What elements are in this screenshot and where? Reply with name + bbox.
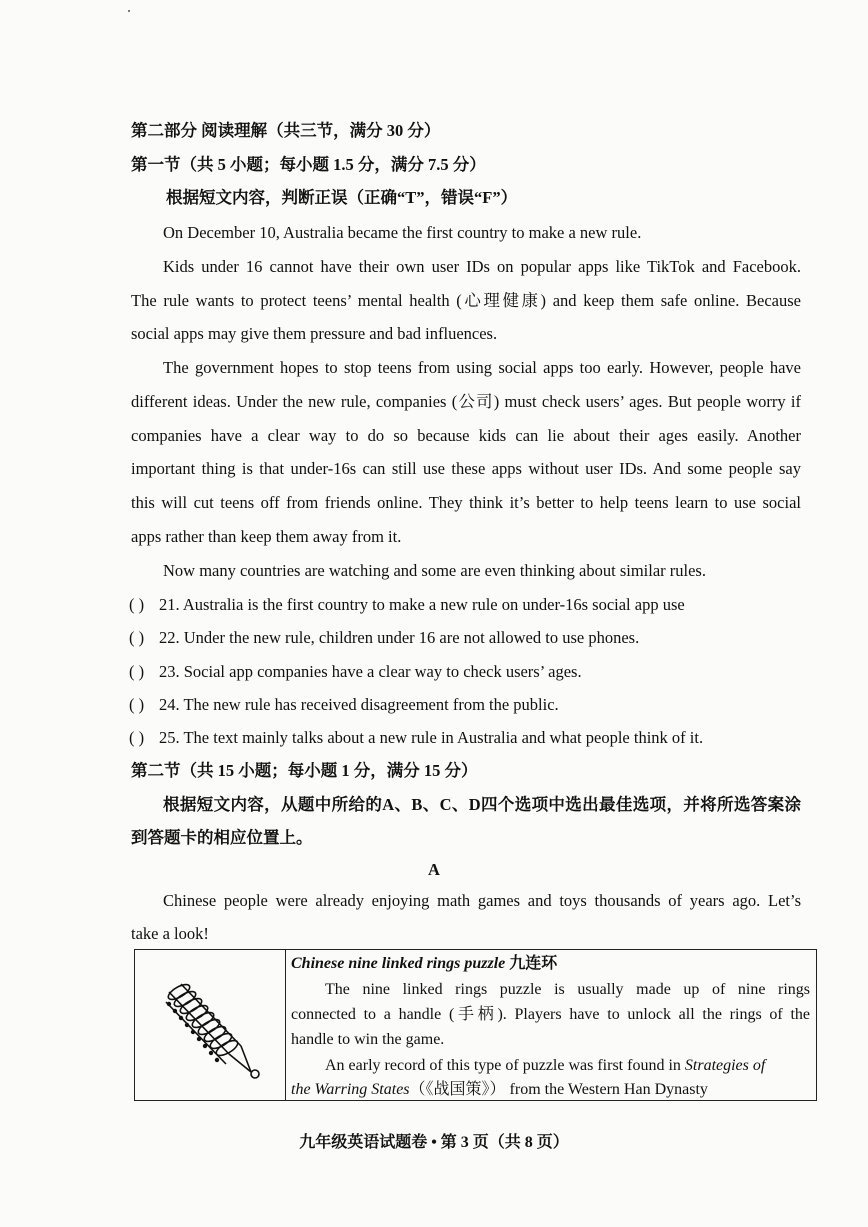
box-title-cn: 九连环: [509, 955, 558, 972]
paragraph-line: important thing is that under-16s can still use these apps without user IDs. And some people say: [131, 459, 801, 478]
paragraph-line: On December 10, Australia became the first country to make a new rule.: [163, 223, 642, 242]
passage-label: A: [428, 860, 440, 879]
intro-line: Chinese people were already enjoying math games and toys thousands of years ago. Let’s: [163, 891, 801, 910]
paragraph-line: this will cut teens off from friends online. They think it’s better to help teens learn to use social: [131, 493, 801, 512]
answer-blank[interactable]: ( ): [129, 595, 145, 614]
section2-instruction: 根据短文内容，从题中所给的A、B、C、D四个选项中选出最佳选项，并将所选答案涂: [163, 795, 801, 814]
paragraph-line: Kids under 16 cannot have their own user IDs on popular apps like TikTok and Facebook.: [163, 257, 801, 276]
paragraph-line: different ideas. Under the new rule, companies (公司) must check users’ ages. But people worry if: [131, 392, 801, 411]
section1-title: 第一节（共 5 小题；每小题 1.5 分，满分 7.5 分）: [131, 155, 486, 174]
section2-title: 第二节（共 15 小题；每小题 1 分，满分 15 分）: [131, 761, 478, 780]
scan-speck: [128, 10, 130, 12]
puzzle-table: [134, 949, 817, 1101]
page-footer: 九年级英语试题卷 • 第 3 页（共 8 页）: [299, 1134, 569, 1151]
paragraph-line: The rule wants to protect teens’ mental health (心理健康) and keep them safe online. Because: [131, 291, 801, 310]
question-23: [129, 662, 582, 682]
answer-blank[interactable]: ( ): [129, 628, 145, 647]
question-text: 23. Social app companies have a clear way to check users’ ages.: [159, 662, 582, 681]
intro-line: take a look!: [131, 924, 209, 943]
table-divider: [285, 950, 286, 1100]
box-line: handle to win the game.: [291, 1031, 445, 1048]
box-line-tail: from the Western Han Dynasty: [509, 1081, 708, 1098]
question-text: 25. The text mainly talks about a new rule in Australia and what people think of it.: [159, 728, 704, 747]
paragraph-line: companies have a clear way to do so because kids can lie about their ages easily. Another: [131, 426, 801, 445]
answer-blank[interactable]: ( ): [129, 695, 145, 714]
question-text: 22. Under the new rule, children under 16 are not allowed to use phones.: [159, 628, 640, 647]
question-text: 21. Australia is the first country to make a new rule on under-16s social app use: [159, 595, 685, 614]
part-title: 第二部分 阅读理解（共三节，满分 30 分）: [131, 121, 441, 140]
section2-instruction-cont: 到答题卡的相应位置上。: [131, 828, 313, 847]
book-title-en: Strategies of: [684, 1057, 766, 1074]
nine-linked-rings-illustration: [151, 962, 276, 1087]
section1-instruction: 根据短文内容，判断正误（正确“T”，错误“F”）: [166, 188, 518, 207]
book-title-cn: （《战国策》）: [409, 1081, 506, 1098]
question-24: [129, 695, 559, 715]
box-line-text: An early record of this type of puzzle was first found in: [325, 1057, 681, 1074]
book-title-en-cont: the Warring States: [291, 1081, 410, 1098]
answer-blank[interactable]: ( ): [129, 728, 145, 747]
box-line: [325, 1056, 765, 1076]
box-line: The nine linked rings puzzle is usually made up of nine rings: [325, 981, 810, 998]
box-line: [291, 1080, 708, 1100]
box-title-en: Chinese nine linked rings puzzle: [291, 955, 506, 972]
paragraph-line: apps rather than keep them away from it.: [131, 527, 402, 546]
question-21: [129, 595, 685, 615]
box-line: connected to a handle (手柄). Players have to unlock all the rings of the: [291, 1006, 810, 1023]
question-text: 24. The new rule has received disagreement from the public.: [159, 695, 559, 714]
question-22: [129, 628, 639, 648]
answer-blank[interactable]: ( ): [129, 662, 145, 681]
paragraph-line: The government hopes to stop teens from using social apps too early. However, people have: [163, 358, 801, 377]
paragraph-line: Now many countries are watching and some are even thinking about similar rules.: [163, 561, 706, 580]
paragraph-line: social apps may give them pressure and bad influences.: [131, 324, 498, 343]
question-25: [129, 728, 703, 748]
box-title: [291, 954, 557, 974]
